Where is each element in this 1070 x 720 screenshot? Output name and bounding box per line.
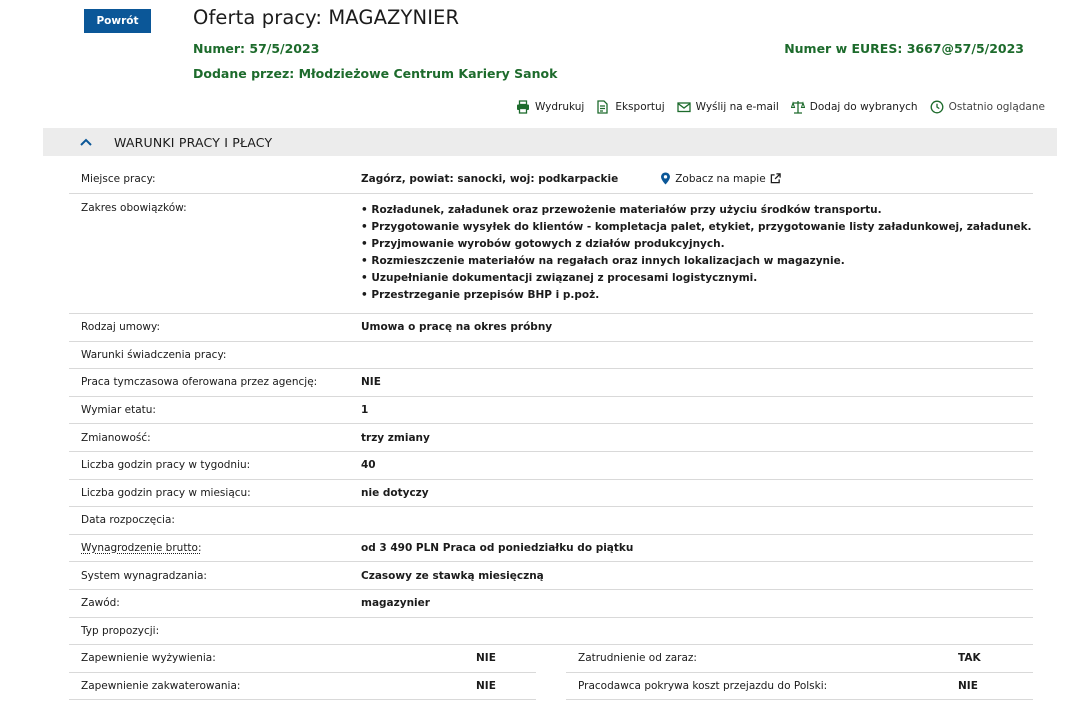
export-button[interactable] [596,100,664,114]
row-value: NIE [476,680,496,693]
row-value [361,172,1033,185]
table-row [69,342,1033,370]
table-row [566,673,1033,701]
export-label: Eksportuj [615,101,665,113]
row-duties [69,194,1033,314]
row-label: Wymiar etatu: [81,404,156,417]
map-link-label: Zobacz na mapie [675,172,766,185]
list-item: • Rozładunek, załadunek oraz przewożenie materiałów przy użyciu środków transportu. [361,202,1033,219]
row-label: Zmianowość: [81,431,151,444]
table-row [69,397,1033,425]
row-value: NIE [476,652,496,665]
row-value: 40 [361,459,376,472]
recent-label: Ostatnio oglądane [948,101,1045,113]
eures-number-value: 3667@57/5/2023 [906,41,1024,56]
list-item: • Przyjmowanie wyrobów gotowych z działów produkcyjnych. [361,236,1033,253]
row-label: Data rozpoczęcia: [81,514,175,527]
back-button[interactable]: Powrót [84,9,151,33]
split-row [69,645,1033,673]
row-value: magazynier [361,597,430,610]
recent-button[interactable] [930,100,1045,114]
added-by [193,66,557,81]
place-value: Zagórz, powiat: sanocki, woj: podkarpackie [361,172,619,185]
map-link[interactable] [660,172,780,185]
table-row [69,562,1033,590]
row-label: Liczba godzin pracy w tygodniu: [81,459,251,472]
row-value [361,202,1033,304]
table-row [69,645,536,673]
row-label: Zapewnienie zakwaterowania: [81,680,241,693]
chevron-up-icon[interactable] [79,135,93,149]
split-row [69,673,1033,701]
row-label: Warunki świadczenia pracy: [81,348,227,361]
scale-icon [791,100,805,114]
table-row [69,424,1033,452]
table-row [69,369,1033,397]
added-by-label: Dodane przez: [193,66,295,81]
table-row [69,673,536,701]
row-label: Miejsce pracy: [81,172,156,185]
offer-number [193,41,319,56]
email-label: Wyślij na e-mail [695,101,779,113]
row-value: Umowa o pracę na okres próbny [361,321,553,334]
section-header-work-conditions[interactable] [43,128,1057,156]
row-label: Zakres obowiązków: [81,202,187,214]
list-item: • Rozmieszczenie materiałów na regałach oraz innych lokalizacjach w magazynie. [361,253,1033,270]
export-file-icon [596,100,610,114]
row-label: Rodzaj umowy: [81,321,160,334]
row-label: Typ propozycji: [81,624,160,637]
eures-number [784,41,1024,56]
list-item: • Przygotowanie wysyłek do klientów - kompletacja palet, etykiet, przygotowanie listy załadunkowej, załadunek. [361,219,1033,236]
row-value: NIE [361,376,381,389]
printer-icon [516,100,530,114]
row-label: Zapewnienie wyżywienia: [81,652,216,665]
row-value: TAK [958,652,981,665]
row-value: od 3 490 PLN Praca od poniedziałku do piątku [361,542,634,555]
salary-label-tooltip[interactable]: Wynagrodzenie brutto: [81,542,202,555]
list-item: • Przestrzeganie przepisów BHP i p.poż. [361,287,1033,304]
action-toolbar [516,100,1045,114]
row-place [69,164,1033,194]
added-by-value: Młodzieżowe Centrum Kariery Sanok [298,66,558,81]
envelope-icon [677,100,691,114]
row-label: Pracodawca pokrywa koszt przejazdu do Polski: [578,680,828,693]
offer-number-label: Numer: [193,41,246,56]
row-value: nie dotyczy [361,486,429,499]
table-row [69,535,1033,563]
table-row [69,590,1033,618]
row-label: Liczba godzin pracy w miesiącu: [81,486,251,499]
row-label: Praca tymczasowa oferowana przez agencję: [81,376,318,389]
row-value: Czasowy ze stawką miesięczną [361,569,544,582]
details-table [69,164,1033,700]
row-value: NIE [958,680,978,693]
duties-list [361,202,1033,304]
print-button[interactable] [516,100,584,114]
table-row [69,618,1033,646]
email-button[interactable] [677,100,779,114]
row-label: Zatrudnienie od zaraz: [578,652,697,665]
favorite-button[interactable] [791,100,918,114]
favorite-label: Dodaj do wybranych [809,101,918,113]
offer-number-value: 57/5/2023 [249,41,320,56]
row-label: System wynagradzania: [81,569,207,582]
page-title: Oferta pracy: MAGAZYNIER [193,6,460,29]
print-label: Wydrukuj [534,101,585,113]
table-row [566,645,1033,673]
row-value: trzy zmiany [361,431,430,444]
table-row [69,480,1033,508]
list-item: • Uzupełnianie dokumentacji związanej z procesami logistycznymi. [361,270,1033,287]
section-title: WARUNKI PRACY I PŁACY [114,134,273,150]
table-row [69,452,1033,480]
map-pin-icon [660,172,671,185]
external-link-icon [770,173,781,184]
eures-number-label: Numer w EURES: [784,41,903,56]
table-row [69,507,1033,535]
table-row [69,314,1033,342]
row-label: Zawód: [81,597,120,610]
row-value: 1 [361,404,369,417]
clock-icon [930,100,944,114]
